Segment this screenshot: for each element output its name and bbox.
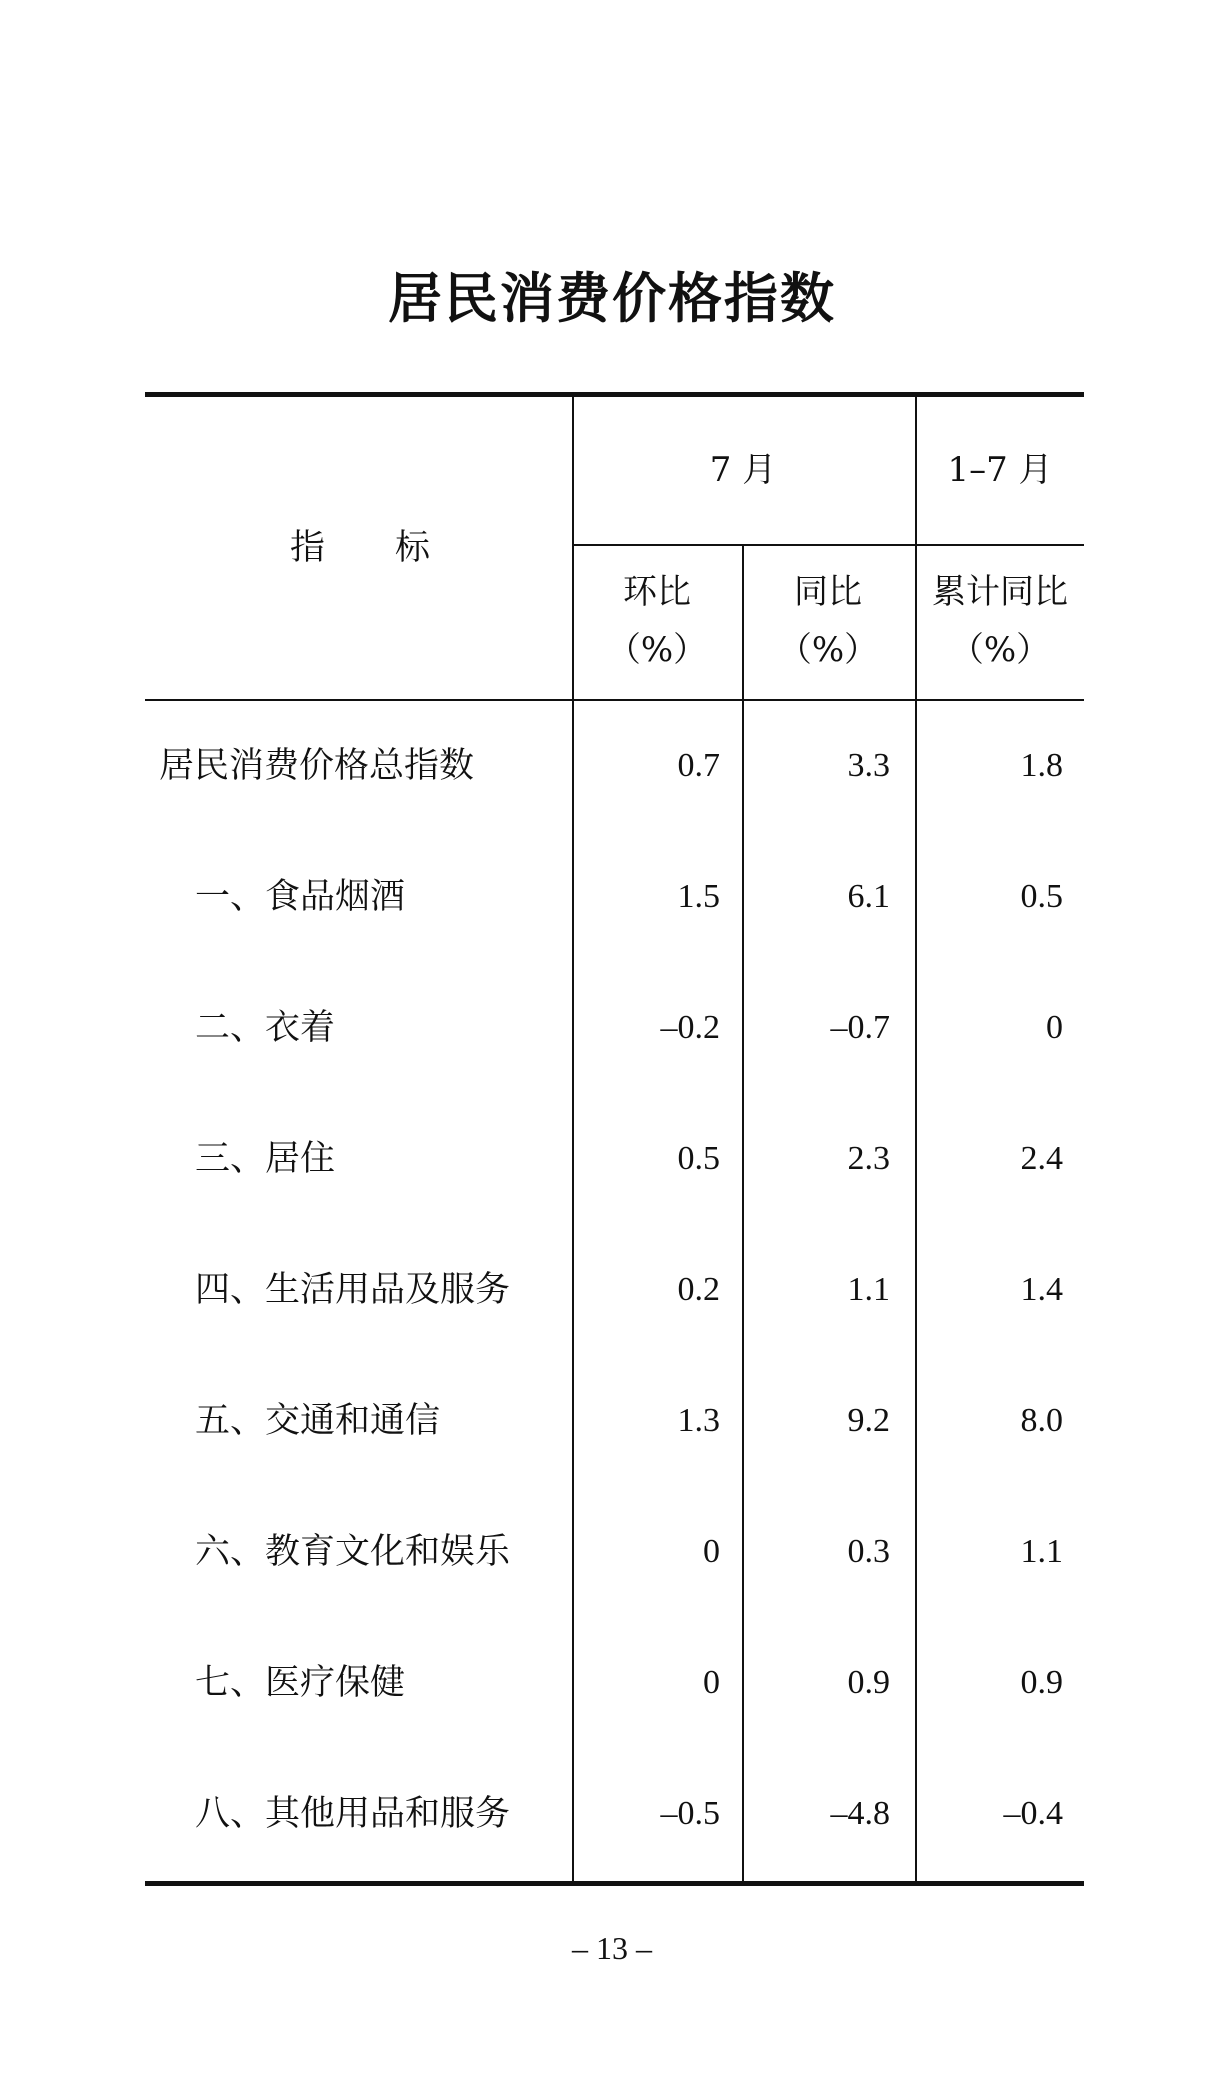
header-cumulative-group: 1–7 月 [947,450,1053,490]
row-label: 三、居住 [195,1139,336,1179]
table-row [145,1789,1084,1839]
cpi-table [145,392,1084,1888]
row-mom-value: –0.2 [660,1009,720,1046]
row-label: 二、衣着 [195,1008,336,1048]
row-yoy-value: 3.3 [847,747,890,784]
table-row [145,1658,1084,1708]
header-bottom-rule [145,699,1084,701]
table-row [145,1134,1084,1184]
row-yoy-value: 9.2 [847,1402,890,1439]
table-top-rule [145,392,1084,397]
row-yoy-value: 1.1 [847,1271,890,1308]
row-cum-value: 0 [1046,1009,1063,1046]
header-cum-unit: （%） [949,630,1051,670]
page-number: – 13 – [572,1930,652,1966]
row-mom-value: 0.2 [677,1271,720,1308]
row-label: 八、其他用品和服务 [195,1794,511,1834]
table-row [145,1396,1084,1446]
row-yoy-value: 2.3 [847,1140,890,1177]
row-cum-value: –0.4 [1003,1795,1063,1832]
table-row [145,741,1084,791]
header-indicator: 指 标 [289,528,431,568]
header-group-divider [572,544,1084,546]
row-yoy-value: 0.3 [847,1533,890,1570]
row-cum-value: 0.5 [1020,878,1063,915]
row-label: 七、医疗保健 [195,1663,406,1703]
row-mom-value: –0.5 [660,1795,720,1832]
table-row [145,1265,1084,1315]
row-mom-value: 0.5 [677,1140,720,1177]
row-cum-value: 1.1 [1020,1533,1063,1570]
header-yoy-unit: （%） [777,630,879,670]
row-mom-value: 0 [703,1664,720,1701]
row-mom-value: 1.5 [677,878,720,915]
row-mom-value: 0 [703,1533,720,1570]
page-title: 居民消费价格指数 [388,267,836,330]
header-mom-unit: （%） [606,630,708,670]
table-row [145,1003,1084,1053]
header-cum: 累计同比 [932,572,1068,612]
row-mom-value: 1.3 [677,1402,720,1439]
row-label: 六、教育文化和娱乐 [195,1532,511,1572]
table-bottom-rule [145,1881,1084,1886]
row-label: 居民消费价格总指数 [159,746,475,786]
row-cum-value: 1.8 [1020,747,1063,784]
row-cum-value: 1.4 [1020,1271,1063,1308]
row-mom-value: 0.7 [677,747,720,784]
table-row [145,1527,1084,1577]
row-label: 五、交通和通信 [195,1401,441,1441]
row-label: 四、生活用品及服务 [195,1270,511,1310]
row-yoy-value: 6.1 [847,878,890,915]
row-yoy-value: –4.8 [830,1795,890,1832]
header-yoy: 同比 [794,572,862,612]
row-cum-value: 8.0 [1020,1402,1063,1439]
header-month-group: 7 月 [709,450,777,490]
row-yoy-value: 0.9 [847,1664,890,1701]
header-mom: 环比 [623,572,691,612]
row-yoy-value: –0.7 [830,1009,890,1046]
row-label: 一、食品烟酒 [195,877,406,917]
table-row [145,872,1084,922]
row-cum-value: 2.4 [1020,1140,1063,1177]
row-cum-value: 0.9 [1020,1664,1063,1701]
